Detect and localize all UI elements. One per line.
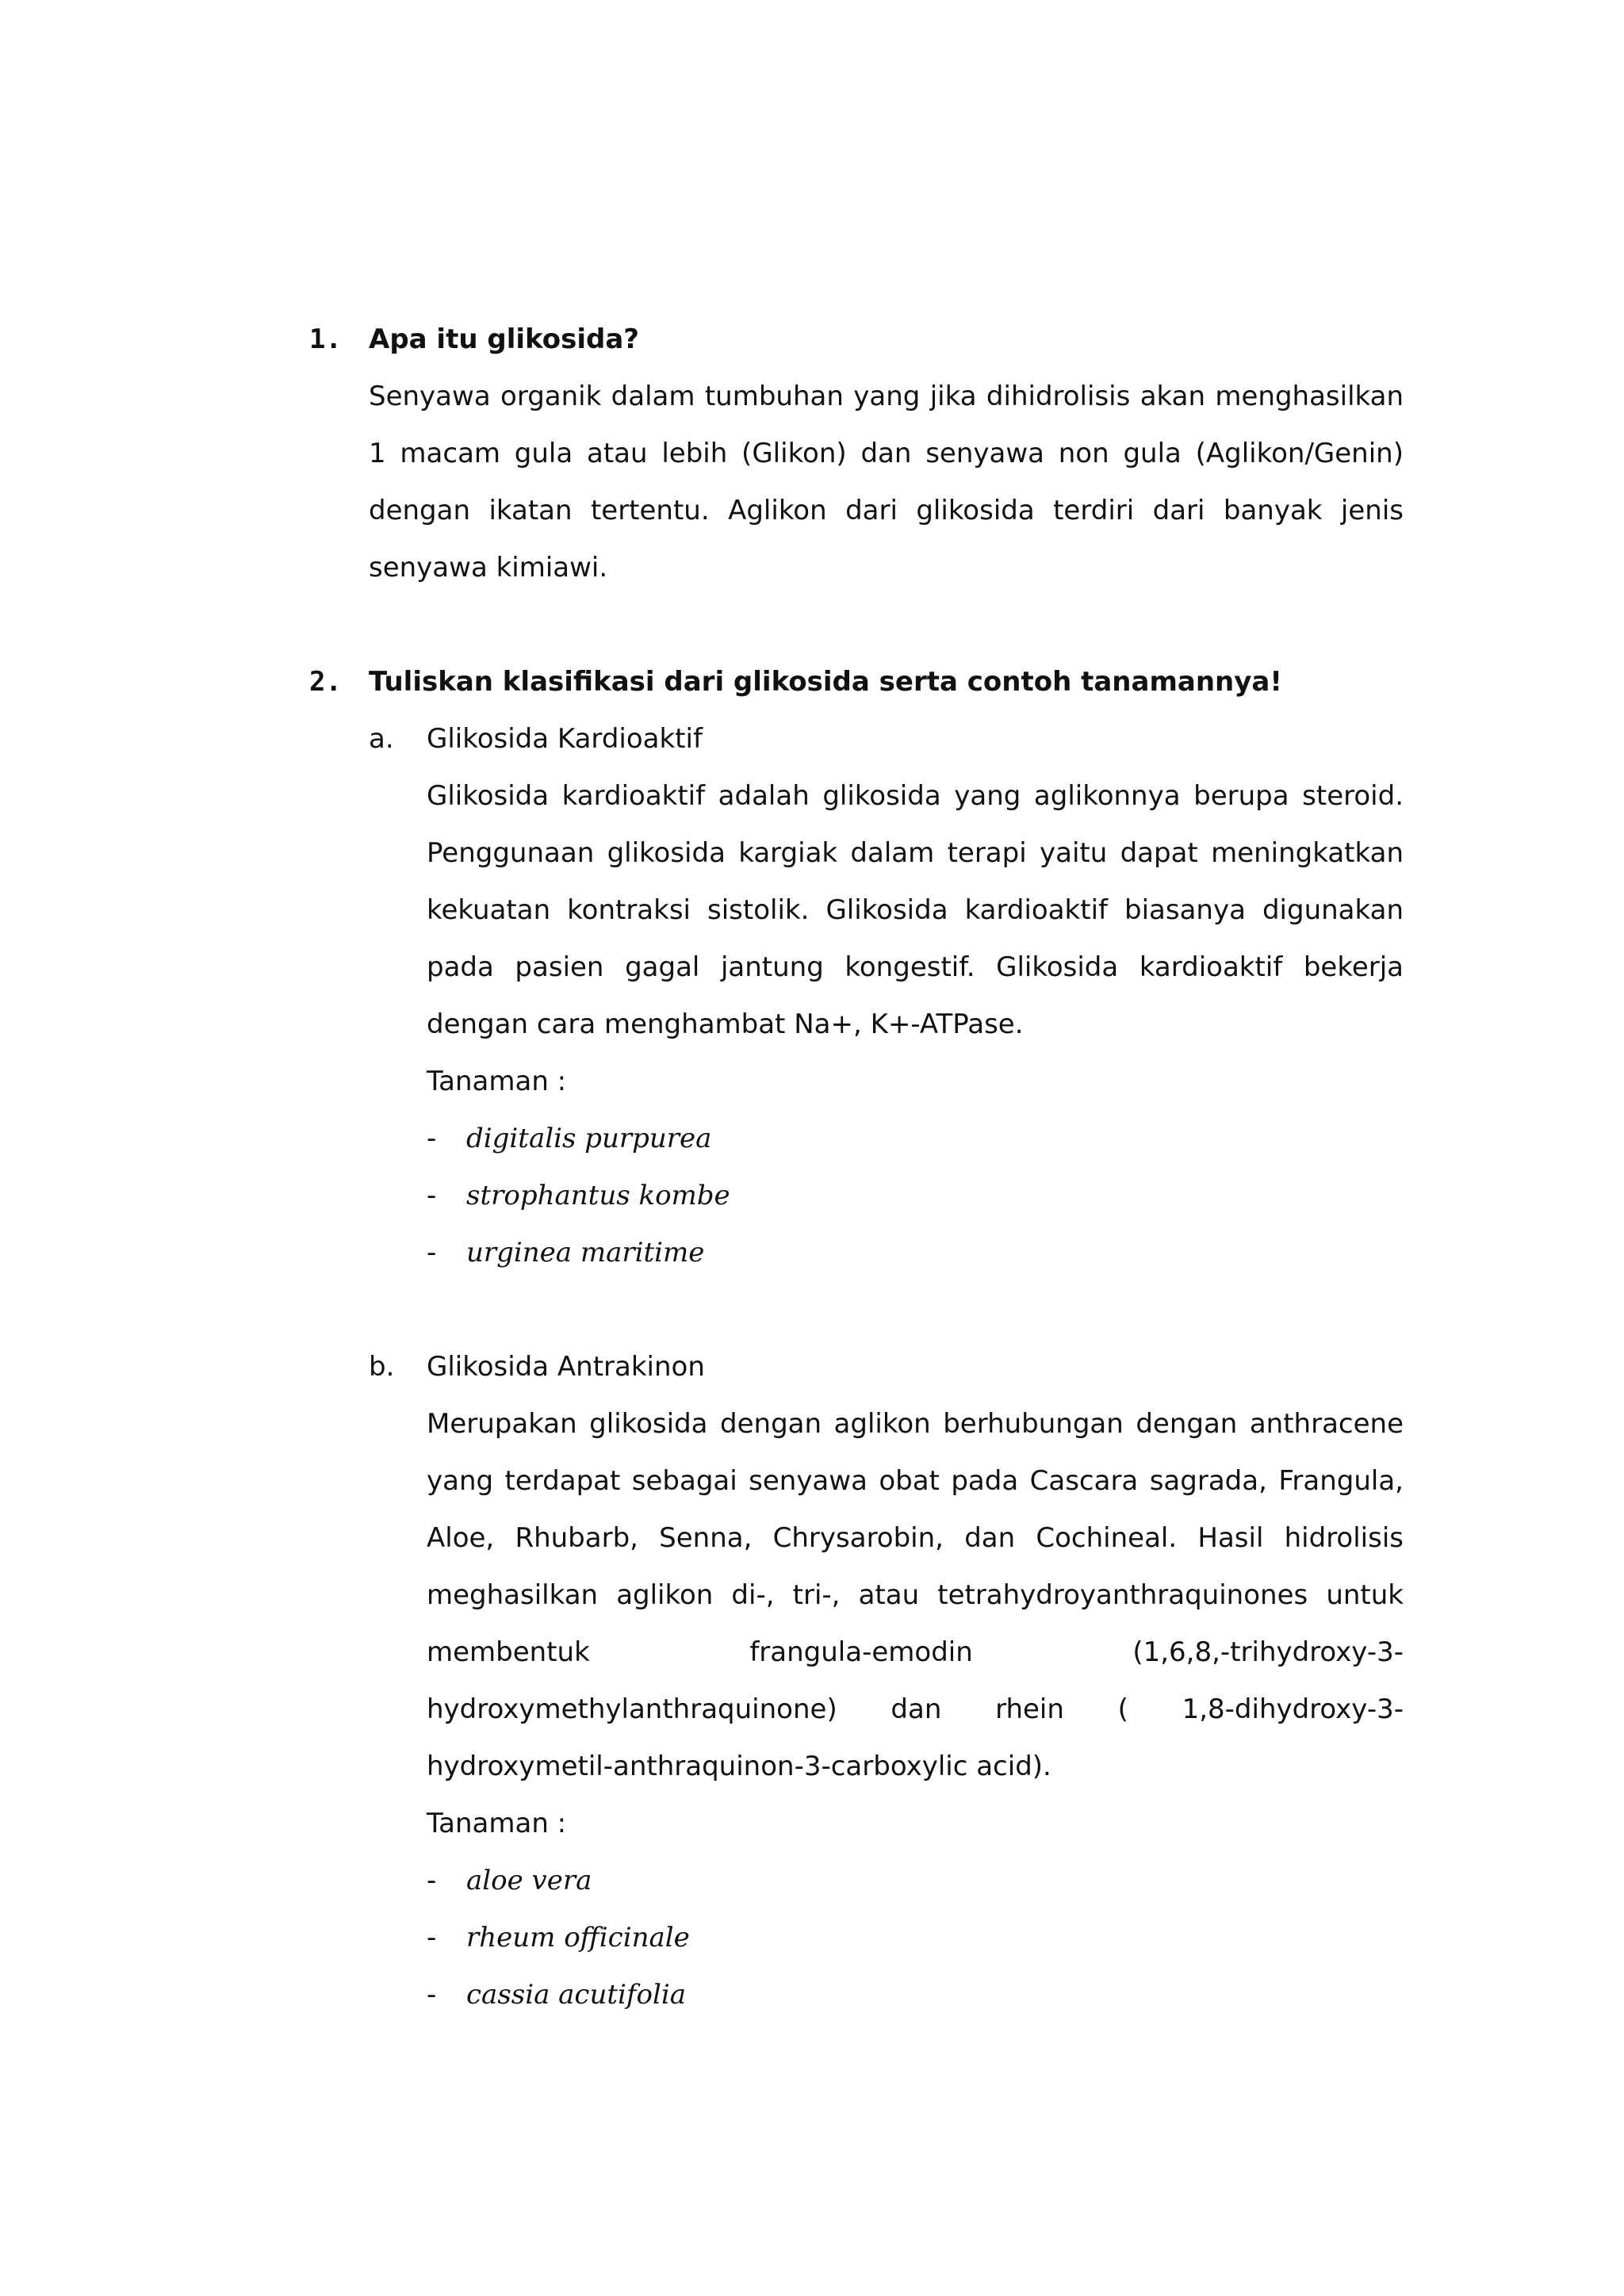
question-1 [309, 311, 1404, 596]
question-title: Apa itu glikosida? [369, 323, 639, 355]
list-marker: - [427, 1123, 437, 1154]
list-item [427, 1110, 1404, 1167]
list-item [427, 1224, 1404, 1281]
plant-name: strophantus kombe [466, 1180, 730, 1211]
plants-label: Tanaman : [427, 1808, 567, 1839]
list-marker: - [427, 1237, 437, 1269]
question-number: 1. [309, 323, 342, 355]
list-marker: - [427, 1865, 437, 1896]
plants-label: Tanaman : [427, 1066, 567, 1097]
list-marker: - [427, 1979, 437, 2011]
section-paragraph: Glikosida kardioaktif adalah glikosida yang aglikonnya berupa steroid. Penggunaan glikosida kargiak dalam terapi yaitu dapat meningkatkan kekuatan kontraksi sistolik. Glikosida kardioaktif biasanya digunakan pada pasien gagal jantung kongestif. Glikosida kardioaktif bekerja dengan cara menghambat Na+, K+-ATPase. [427, 780, 1404, 1040]
document-content [309, 311, 1404, 2023]
section-label: b. [369, 1351, 395, 1383]
section-kardioaktif [369, 710, 1404, 1281]
list-item [427, 1167, 1404, 1224]
question-answer: Senyawa organik dalam tumbuhan yang jika dihidrolisis akan menghasilkan 1 macam gula atau lebih (Glikon) dan senyawa non gula (Aglikon/Genin) dengan ikatan tertentu. Aglikon dari glikosida terdiri dari banyak jenis senyawa kimiawi. [369, 381, 1404, 584]
section-paragraph: Merupakan glikosida dengan aglikon berhubungan dengan anthracene yang terdapat sebagai senyawa obat pada Cascara sagrada, Frangula, Aloe, Rhubarb, Senna, Chrysarobin, dan Cochineal. Hasil hidrolisis meghasilkan aglikon di-, tri-, atau tetrahydroyanthraquinones untuk membentuk frangula-emodin (1,6,8,-trihydroxy-3-hydroxymethylanthraquinone) dan rhein ( 1,8-dihydroxy-3-hydroxymetil-anthraquinon-3-carboxylic acid). [427, 1408, 1404, 1782]
list-item [427, 1852, 1404, 1909]
plant-list [427, 1852, 1404, 2023]
list-marker: - [427, 1922, 437, 1954]
plant-name: rheum officinale [466, 1922, 690, 1954]
question-2 [309, 653, 1404, 2023]
list-item [427, 1909, 1404, 1966]
question-number: 2. [309, 666, 342, 698]
list-marker: - [427, 1180, 437, 1211]
plant-name: aloe vera [466, 1865, 592, 1896]
section-title: Glikosida Antrakinon [427, 1351, 705, 1383]
plant-list [427, 1110, 1404, 1281]
plant-name: cassia acutifolia [466, 1979, 686, 2011]
list-item [427, 1966, 1404, 2023]
section-antrakinon [369, 1338, 1404, 2023]
section-title: Glikosida Kardioaktif [427, 723, 703, 755]
plant-name: urginea maritime [466, 1237, 705, 1269]
plant-name: digitalis purpurea [466, 1123, 712, 1154]
section-label: a. [369, 723, 394, 755]
question-title: Tuliskan klasifikasi dari glikosida serta contoh tanamannya! [369, 666, 1282, 698]
